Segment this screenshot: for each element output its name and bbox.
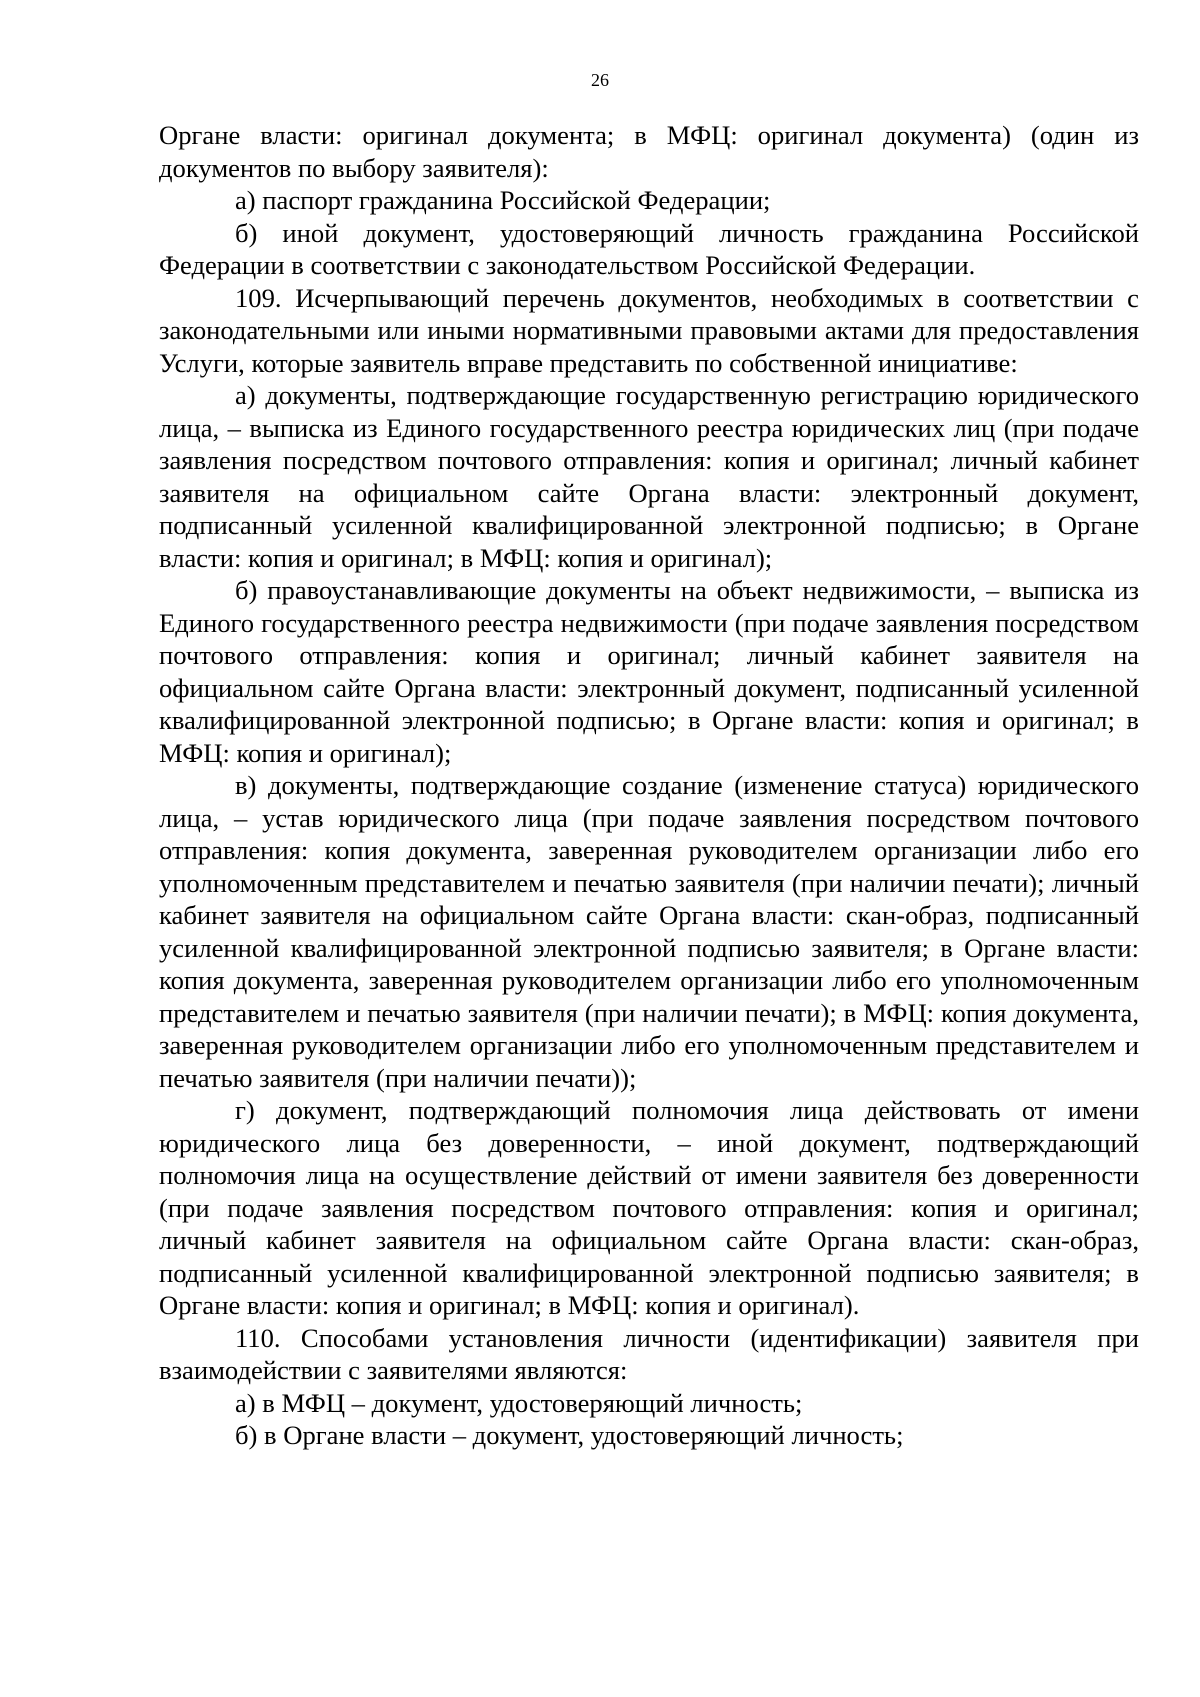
paragraph-item-b-other-id: б) иной документ, удостоверяющий личность гражданина Российской Федерации в соответствии с законодательством Российской Федерации.: [159, 217, 1139, 280]
paragraph-109-item-v: в) документы, подтверждающие создание (изменение статуса) юридического лица, – устав юридического лица (при подаче заявления посредством почтового отправления: копия документа, заверенная руководителем организации либо его уполномоченным представителем и печатью заявителя (при наличии печати); личный кабинет заявителя на официальном сайте Органа власти: скан-образ, подписанный усиленной квалифицированной электронной подписью заявителя; в Органе власти: копия документа, заверенная руководителем организации либо его уполномоченным представителем и печатью заявителя (при наличии печати); в МФЦ: копия документа, заверенная руководителем организации либо его уполномоченным представителем и печатью заявителя (при наличии печати));: [159, 770, 1139, 1093]
paragraph-continuation: Органе власти: оригинал документа; в МФЦ: оригинал документа) (один из документов по выбору заявителя):: [159, 120, 1139, 183]
paragraph-clause-109: 109. Исчерпывающий перечень документов, необходимых в соответствии с законодательными или иными нормативными правовыми актами для предоставления Услуги, которые заявитель вправе представить по собственной инициативе:: [159, 282, 1139, 378]
paragraph-109-item-a: а) документы, подтверждающие государственную регистрацию юридического лица, – выписка из Единого государственного реестра юридических лиц (при подаче заявления посредством почтового отправления: копия и оригинал; личный кабинет заявителя на официальном сайте Органа власти: электронный документ, подписанный усиленной квалифицированной электронной подписью; в Органе власти: копия и оригинал; в МФЦ: копия и оригинал);: [159, 380, 1139, 573]
paragraph-110-item-a: а) в МФЦ – документ, удостоверяющий личность;: [235, 1387, 803, 1418]
paragraph-109-item-g: г) документ, подтверждающий полномочия лица действовать от имени юридического лица без доверенности, – иной документ, подтверждающий полномочия лица на осуществление действий от имени заявителя без доверенности (при подаче заявления посредством почтового отправления: копия и оригинал; личный кабинет заявителя на официальном сайте Органа власти: скан-образ, подписанный усиленной квалифицированной электронной подписью заявителя; в Органе власти: копия и оригинал; в МФЦ: копия и оригинал).: [159, 1095, 1139, 1320]
paragraph-item-a-passport: а) паспорт гражданина Российской Федерации;: [235, 185, 771, 215]
paragraph-clause-110: 110. Способами установления личности (идентификации) заявителя при взаимодействии с заявителями являются:: [159, 1322, 1139, 1385]
paragraph-110-item-b: б) в Органе власти – документ, удостоверяющий личность;: [235, 1420, 904, 1450]
document-body: [159, 119, 1139, 1452]
paragraph-109-item-b: б) правоустанавливающие документы на объект недвижимости, – выписка из Единого государственного реестра недвижимости (при подаче заявления посредством почтового отправления: копия и оригинал; личный кабинет заявителя на официальном сайте Органа власти: электронный документ, подписанный усиленной квалифицированной электронной подписью; в Органе власти: копия и оригинал; в МФЦ: копия и оригинал);: [159, 575, 1139, 768]
page-number: 26: [591, 70, 609, 90]
